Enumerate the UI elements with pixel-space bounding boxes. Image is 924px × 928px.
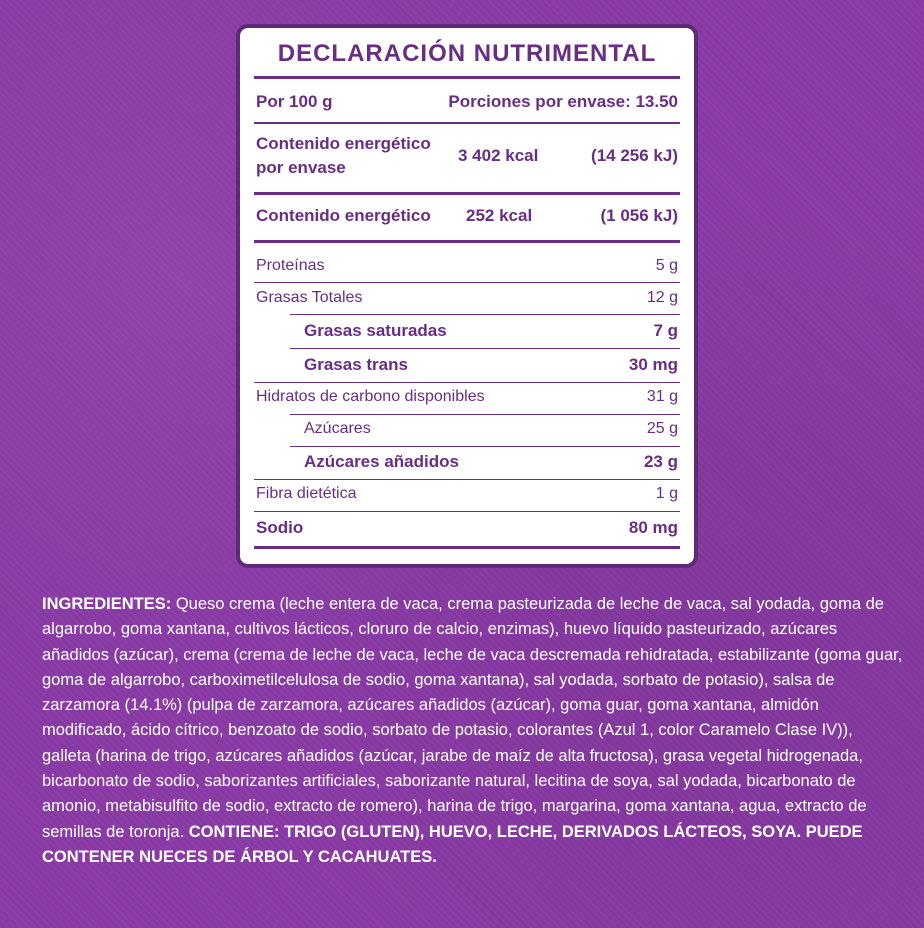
- energy-per-pack-kcal: 3 402 kcal: [458, 146, 539, 165]
- energy-per-pack-label-2: por envase: [256, 158, 346, 177]
- divider: [290, 314, 680, 315]
- nutrient-label-total-fat: Grasas Totales: [256, 289, 363, 306]
- nutrient-value-sugars: 25 g: [646, 420, 678, 437]
- nutrient-value-saturated-fat: 7 g: [653, 321, 678, 340]
- ingredients-paragraph: [42, 592, 904, 870]
- divider: [254, 511, 680, 512]
- energy-per-pack-label: Contenido energético: [256, 134, 431, 153]
- allergen-statement: CONTIENE: TRIGO (GLUTEN), HUEVO, LECHE, DERIVADOS LÁCTEOS, SOYA. PUEDE CONTENER NUECES DE ÁRBOL Y CACAHUATES.: [42, 822, 863, 866]
- divider: [254, 546, 680, 549]
- nutrition-facts-panel: [236, 24, 698, 568]
- nutrient-value-total-fat: 12 g: [646, 289, 678, 306]
- divider: [254, 122, 680, 124]
- divider: [254, 192, 680, 195]
- nutrient-value-fiber: 1 g: [655, 485, 678, 502]
- nutrient-label-sugars: Azúcares: [304, 420, 371, 437]
- nutrient-value-carbohydrates: 31 g: [646, 388, 678, 405]
- nutrient-label-trans-fat: Grasas trans: [304, 355, 408, 374]
- nutrient-value-trans-fat: 30 mg: [628, 355, 678, 374]
- panel-title: DECLARACIÓN NUTRIMENTAL: [277, 40, 657, 67]
- divider: [254, 382, 680, 383]
- divider: [290, 414, 680, 415]
- energy-kj: (1 056 kJ): [600, 206, 678, 225]
- nutrient-label-proteins: Proteínas: [256, 257, 325, 274]
- energy-per-pack-kj: (14 256 kJ): [591, 146, 678, 165]
- divider: [254, 76, 680, 79]
- energy-label: Contenido energético: [256, 206, 431, 225]
- nutrient-label-added-sugars: Azúcares añadidos: [304, 452, 459, 471]
- nutrient-label-sodium: Sodio: [256, 518, 304, 537]
- nutrient-value-added-sugars: 23 g: [643, 452, 678, 471]
- divider: [254, 479, 680, 480]
- nutrient-label-saturated-fat: Grasas saturadas: [304, 321, 447, 340]
- ingredients-label: INGREDIENTES:: [42, 595, 172, 613]
- divider: [254, 282, 680, 283]
- nutrient-label-fiber: Fibra dietética: [256, 485, 357, 502]
- energy-kcal: 252 kcal: [466, 206, 533, 225]
- divider: [290, 446, 680, 447]
- divider: [290, 348, 680, 349]
- nutrient-value-proteins: 5 g: [655, 257, 678, 274]
- ingredients-text: Queso crema (leche entera de vaca, crema pasteurizada de leche de vaca, sal yodada, goma de algarrobo, goma xantana, cultivos lácticos, cloruro de calcio, enzimas), huevo líquido pasteurizado, azúcares añadidos (azúcar), crema (crema de leche de vaca, leche de vaca descremada rehidratada, estabilizante (goma guar, goma de algarrobo, carboximetilcelulosa de sodio, goma xantana), sal yodada, sorbato de potasio), salsa de zarzamora (14.1%) (pulpa de zarzamora, azúcares añadidos (azúcar), goma guar, goma xantana, almidón modificado, ácido cítrico, benzoato de sodio, sorbato de potasio, colorantes (Azul 1, color Caramelo Clase IV)), galleta (harina de trigo, azúcares añadidos (azúcar, jarabe de maíz de alta fructosa), grasa vegetal hidrogenada, bicarbonato de sodio, saborizantes artificiales, saborizante natural, lecitina de soya, sal yodada, bicarbonato de amonio, metabisulfito de sodio, extracto de romero), harina de trigo, margarina, goma xantana, agua, extracto de semillas de toronja.: [42, 595, 903, 841]
- nutrient-label-carbohydrates: Hidratos de carbono disponibles: [256, 388, 485, 405]
- servings-label: Porciones por envase: 13.50: [448, 92, 678, 111]
- portion-label: Por 100 g: [256, 92, 333, 111]
- nutrient-value-sodium: 80 mg: [628, 518, 678, 537]
- divider: [254, 240, 680, 243]
